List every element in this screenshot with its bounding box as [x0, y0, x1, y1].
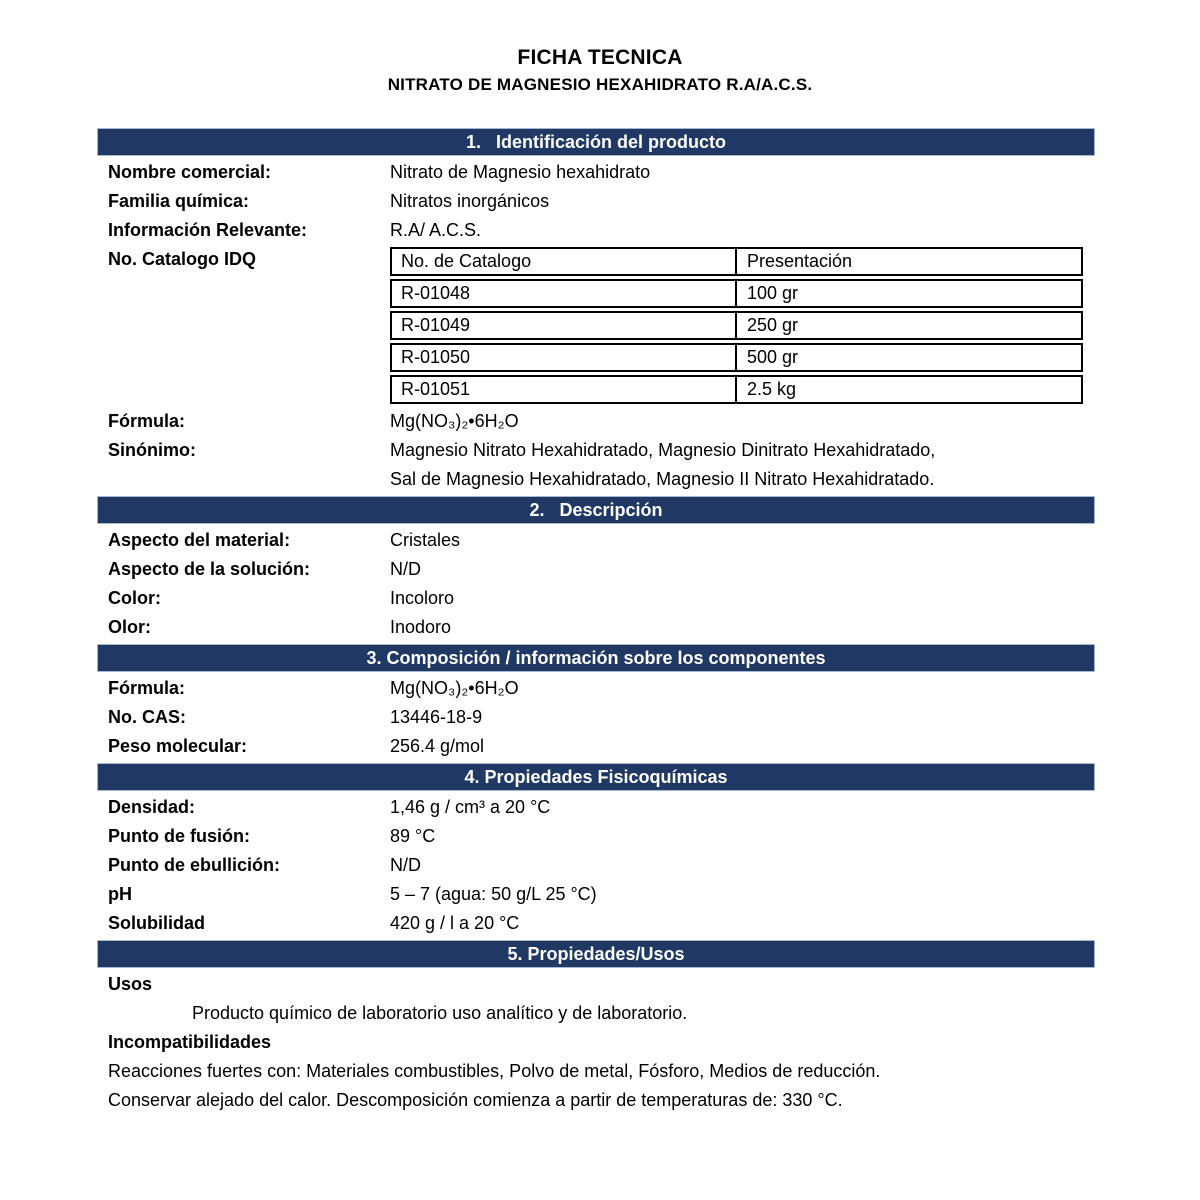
catalog-cell-number: R-01049: [392, 313, 737, 338]
field-row: [97, 555, 1095, 584]
section-header-identificacion: 1. Identificación del producto: [97, 128, 1095, 156]
field-label-densidad: Densidad:: [108, 797, 196, 817]
usos-text: Producto químico de laboratorio uso analítico y de laboratorio.: [192, 1003, 688, 1023]
field-row: [97, 613, 1095, 642]
catalog-cell-presentation: 100 gr: [747, 283, 799, 303]
field-row: [97, 793, 1095, 822]
field-label-peso-molecular: Peso molecular:: [108, 736, 248, 756]
sinonimo-line-2: Sal de Magnesio Hexahidratado, Magnesio II Nitrato Hexahidratado.: [390, 469, 935, 489]
catalog-cell-presentation: 250 gr: [747, 315, 799, 335]
catalog-cell-number: R-01051: [392, 377, 737, 402]
document-subtitle: NITRATO DE MAGNESIO HEXAHIDRATO R.A/A.C.S.: [387, 75, 813, 94]
field-value-punto-ebullicion: N/D: [390, 855, 421, 875]
field-value-peso-molecular: 256.4 g/mol: [390, 736, 485, 756]
field-row: [97, 158, 1095, 187]
document-content: [97, 128, 1095, 1115]
title-block: [0, 0, 1200, 95]
field-value-aspecto-solucion: N/D: [390, 559, 421, 579]
field-label-no-cas: No. CAS:: [108, 707, 186, 727]
sinonimo-line-1: Magnesio Nitrato Hexahidratado, Magnesio Dinitrato Hexahidratado,: [390, 440, 936, 460]
usos-heading: Usos: [108, 974, 153, 994]
field-label-no-catalogo-idq: No. Catalogo IDQ: [108, 249, 256, 269]
incompatibilidades-line-2: Conservar alejado del calor. Descomposición comienza a partir de temperaturas de: 330 °C.: [108, 1090, 843, 1110]
field-value-sinonimo: [390, 436, 1095, 494]
incompatibilidades-line-1: Reacciones fuertes con: Materiales combustibles, Polvo de metal, Fósforo, Medios de reducción.: [108, 1061, 881, 1081]
field-label-punto-ebullicion: Punto de ebullición:: [108, 855, 280, 875]
catalog-cell-number: R-01048: [392, 281, 737, 306]
field-row: [97, 703, 1095, 732]
field-value-formula: Mg(NO₃)₂•6H₂O: [390, 411, 519, 431]
field-value-nombre-comercial: Nitrato de Magnesio hexahidrato: [390, 162, 651, 182]
catalog-table: [390, 247, 1083, 404]
field-row: [97, 584, 1095, 613]
field-value-catalog: [390, 245, 1095, 407]
field-value-no-cas: 13446-18-9: [390, 707, 483, 727]
catalog-cell-number: R-01050: [392, 345, 737, 370]
incompatibilidades-heading: Incompatibilidades: [108, 1032, 272, 1052]
catalog-table-row: [390, 375, 1083, 404]
field-label-formula-3: Fórmula:: [108, 678, 186, 698]
field-row: [97, 407, 1095, 436]
field-label-familia-quimica: Familia química:: [108, 191, 250, 211]
section-header-descripcion: 2. Descripción: [97, 496, 1095, 524]
field-value-color: Incoloro: [390, 588, 455, 608]
field-row-catalogo: [97, 245, 1095, 407]
catalog-header-presentacion: Presentación: [747, 251, 853, 271]
field-value-formula-3: Mg(NO₃)₂•6H₂O: [390, 678, 519, 698]
field-row: [97, 909, 1095, 938]
field-label-nombre-comercial: Nombre comercial:: [108, 162, 272, 182]
field-label-aspecto-solucion: Aspecto de la solución:: [108, 559, 311, 579]
catalog-table-row: [390, 279, 1083, 308]
field-label-aspecto-material: Aspecto del material:: [108, 530, 291, 550]
field-row: [97, 526, 1095, 555]
field-value-informacion-relevante: R.A/ A.C.S.: [390, 220, 482, 240]
field-label-formula: Fórmula:: [108, 411, 186, 431]
document-title: FICHA TECNICA: [517, 46, 683, 69]
field-row: [97, 732, 1095, 761]
field-label-punto-fusion: Punto de fusión:: [108, 826, 250, 846]
field-value-olor: Inodoro: [390, 617, 452, 637]
catalog-table-row: [390, 311, 1083, 340]
section-header-composicion: 3. Composición / información sobre los componentes: [97, 644, 1095, 672]
field-row: [97, 851, 1095, 880]
section-header-propiedades-fisicoquimicas: 4. Propiedades Fisicoquímicas: [97, 763, 1095, 791]
field-value-familia-quimica: Nitratos inorgánicos: [390, 191, 550, 211]
field-value-densidad: 1,46 g / cm³ a 20 °C: [390, 797, 551, 817]
field-row: [97, 216, 1095, 245]
field-value-ph: 5 – 7 (agua: 50 g/L 25 °C): [390, 884, 597, 904]
catalog-cell-presentation: 2.5 kg: [747, 379, 797, 399]
field-row: [97, 436, 1095, 494]
section-header-propiedades-usos: 5. Propiedades/Usos: [97, 940, 1095, 968]
field-value-solubilidad: 420 g / l a 20 °C: [390, 913, 520, 933]
catalog-cell-presentation: 500 gr: [747, 347, 799, 367]
field-row: [97, 880, 1095, 909]
field-label-solubilidad: Solubilidad: [108, 913, 205, 933]
field-row: [97, 187, 1095, 216]
field-value-punto-fusion: 89 °C: [390, 826, 436, 846]
field-row: [97, 674, 1095, 703]
field-label-color: Color:: [108, 588, 161, 608]
catalog-header-no-de-catalogo: No. de Catalogo: [392, 249, 737, 274]
field-label-olor: Olor:: [108, 617, 151, 637]
field-label-informacion-relevante: Información Relevante:: [108, 220, 308, 240]
catalog-table-header-row: [390, 247, 1083, 276]
field-value-aspecto-material: Cristales: [390, 530, 461, 550]
field-label-sinonimo: Sinónimo:: [108, 440, 196, 460]
field-label-ph: pH: [108, 884, 132, 904]
field-row: [97, 822, 1095, 851]
catalog-table-row: [390, 343, 1083, 372]
